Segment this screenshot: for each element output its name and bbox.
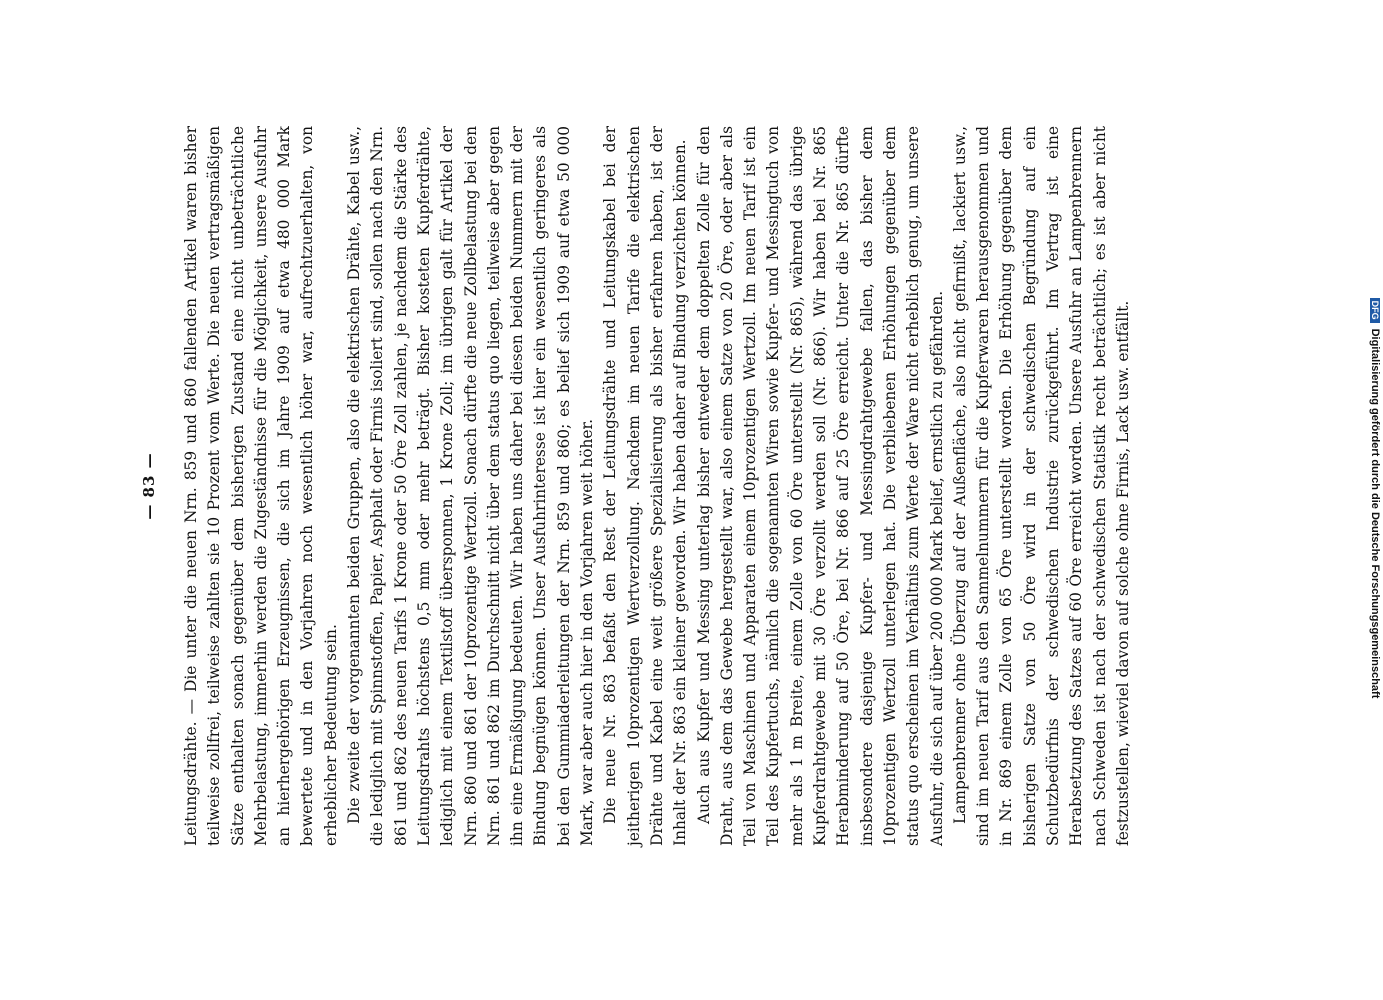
paragraph-3: Die neue Nr. 863 befaßt den Rest der Leitungsdrähte und Leitungskabel bei der jeitherigen 10prozentigen Wertverzollung. Nachdem im neuen Tarife die elektrischen Drähte und Kabel eine weit größere Spezialisierung als bisher erfahren haben, ist der Inhalt der Nr. 863 ein kleiner geworden. Wir haben daher auf Bindung verzichten können.	[601, 126, 690, 846]
paragraph-4: Auch aus Kupfer und Messing unterlag bisher entweder dem doppelten Zolle für den Draht, aus dem das Gewebe hergestellt war, also einem Satze von 20 Öre, oder aber als Teil von Maschinen und Apparaten einem 10prozentigen Wertzoll. Im neuen Tarif ist ein Teil des Kupfertuchs, nämlich die sogenannten Wiren sowie Kupfer- und Messingtuch von mehr als 1 m Breite, einem Zolle von 60 Öre unterstellt (Nr. 865), während das übrige Kupferdrahtgewebe mit 30 Öre verzollt werden soll (Nr. 866). Wir haben bei Nr. 865 Herabminderung auf 50 Öre, bei Nr. 866 auf 25 Öre erreicht. Unter die Nr. 865 dürfte insbesondere dasjenige Kupfer- und Messingdrahtgewebe fallen, das bisher dem 10prozentigen Wertzoll unterlegen hat. Die verbliebenen Erhöhungen gegenüber dem status quo erscheinen im Verhältnis zum Werte der Ware nicht erheblich genug, um unsere Ausfuhr, die sich auf über 200 000 Mark belief, ernstlich zu gefährden.	[694, 126, 946, 846]
page-number: — 83 —	[140, 452, 158, 519]
page-header	[140, 126, 180, 846]
digitization-credit	[1367, 8, 1383, 988]
credit-text: Digitalisierung gefördert durch die Deutsche Forschungsgemeinschaft	[1369, 328, 1381, 699]
paragraph-1: Leitungsdrähte. — Die unter die neuen Nrn. 859 und 860 fallenden Artikel waren bisher teilweise zollfrei, teilweise zahlten sie 10 Prozent vom Werte. Die neuen vertragsmäßigen Sätze enthalten sonach gegenüber dem bisherigen Zustand eine nicht unbeträchtliche Mehrbelastung, immerhin werden die Zugeständnisse für die Möglichkeit, unsere Ausfuhr an hierhergehörigen Erzeugnissen, die sich im Jahre 1909 auf etwa 480 000 Mark bewertete und in den Vorjahren noch wesentlich höher war, aufrechtzuerhalten, von erheblicher Bedeutung sein.	[182, 126, 340, 846]
paragraph-5: Lampenbrenner ohne Überzug auf der Außenfläche, also nicht gefirnißt, lackiert usw., sind im neuen Tarif aus den Sammelnummern für die Kupferwaren herausgenommen und in Nr. 869 einem Zolle von 65 Öre unterstellt worden. Die Erhöhung gegenüber dem bisherigen Satze von 50 Öre wird in der schwedischen Begründung auf ein Schutzbedürfnis der schwedischen Industrie zurückgeführt. Im Vertrag ist eine Herabsetzung des Satzes auf 60 Öre erreicht worden. Unsere Ausfuhr an Lampenbrennern nach Schweden ist nach der schwedischen Statistik recht beträchtlich; es ist aber nicht festzustellen, wieviel davon auf solche ohne Firnis, Lack usw. entfällt.	[950, 126, 1132, 846]
dfg-logo: DFG	[1370, 298, 1380, 323]
paragraph-2: Die zweite der vorgenannten beiden Gruppen, also die elektrischen Drähte, Kabel usw., die lediglich mit Spinnstoffen, Papier, Asphalt oder Firnis isoliert sind, sollen nach den Nrn. 861 und 862 des neuen Tarifs 1 Krone oder 50 Öre Zoll zahlen, je nachdem die Stärke des Leitungsdrahts höchstens 0,5 mm oder mehr beträgt. Bisher kosteten Kupferdrähte, lediglich mit einem Textilstoff übersponnen, 1 Krone Zoll; im übrigen galt für Artikel der Nrn. 860 und 861 der 10prozentige Wertzoll. Sonach dürfte die neue Zollbelastung bei den Nrn. 861 und 862 im Durchschnitt nicht über dem status quo liegen, teilweise aber gegen ihn eine Ermäßigung bedeuten. Wir haben uns daher bei diesen beiden Nummern mit der Bindung begnügen können. Unser Ausfuhrinteresse ist hier ein wesentlich geringeres als bei den Gummiaderleitungen der Nrn. 859 und 860; es belief sich 1909 auf etwa 50 000 Mark, war aber auch hier in den Vorjahren weit höher.	[345, 126, 597, 846]
document-page	[136, 126, 1246, 846]
credit-line	[1369, 8, 1381, 988]
